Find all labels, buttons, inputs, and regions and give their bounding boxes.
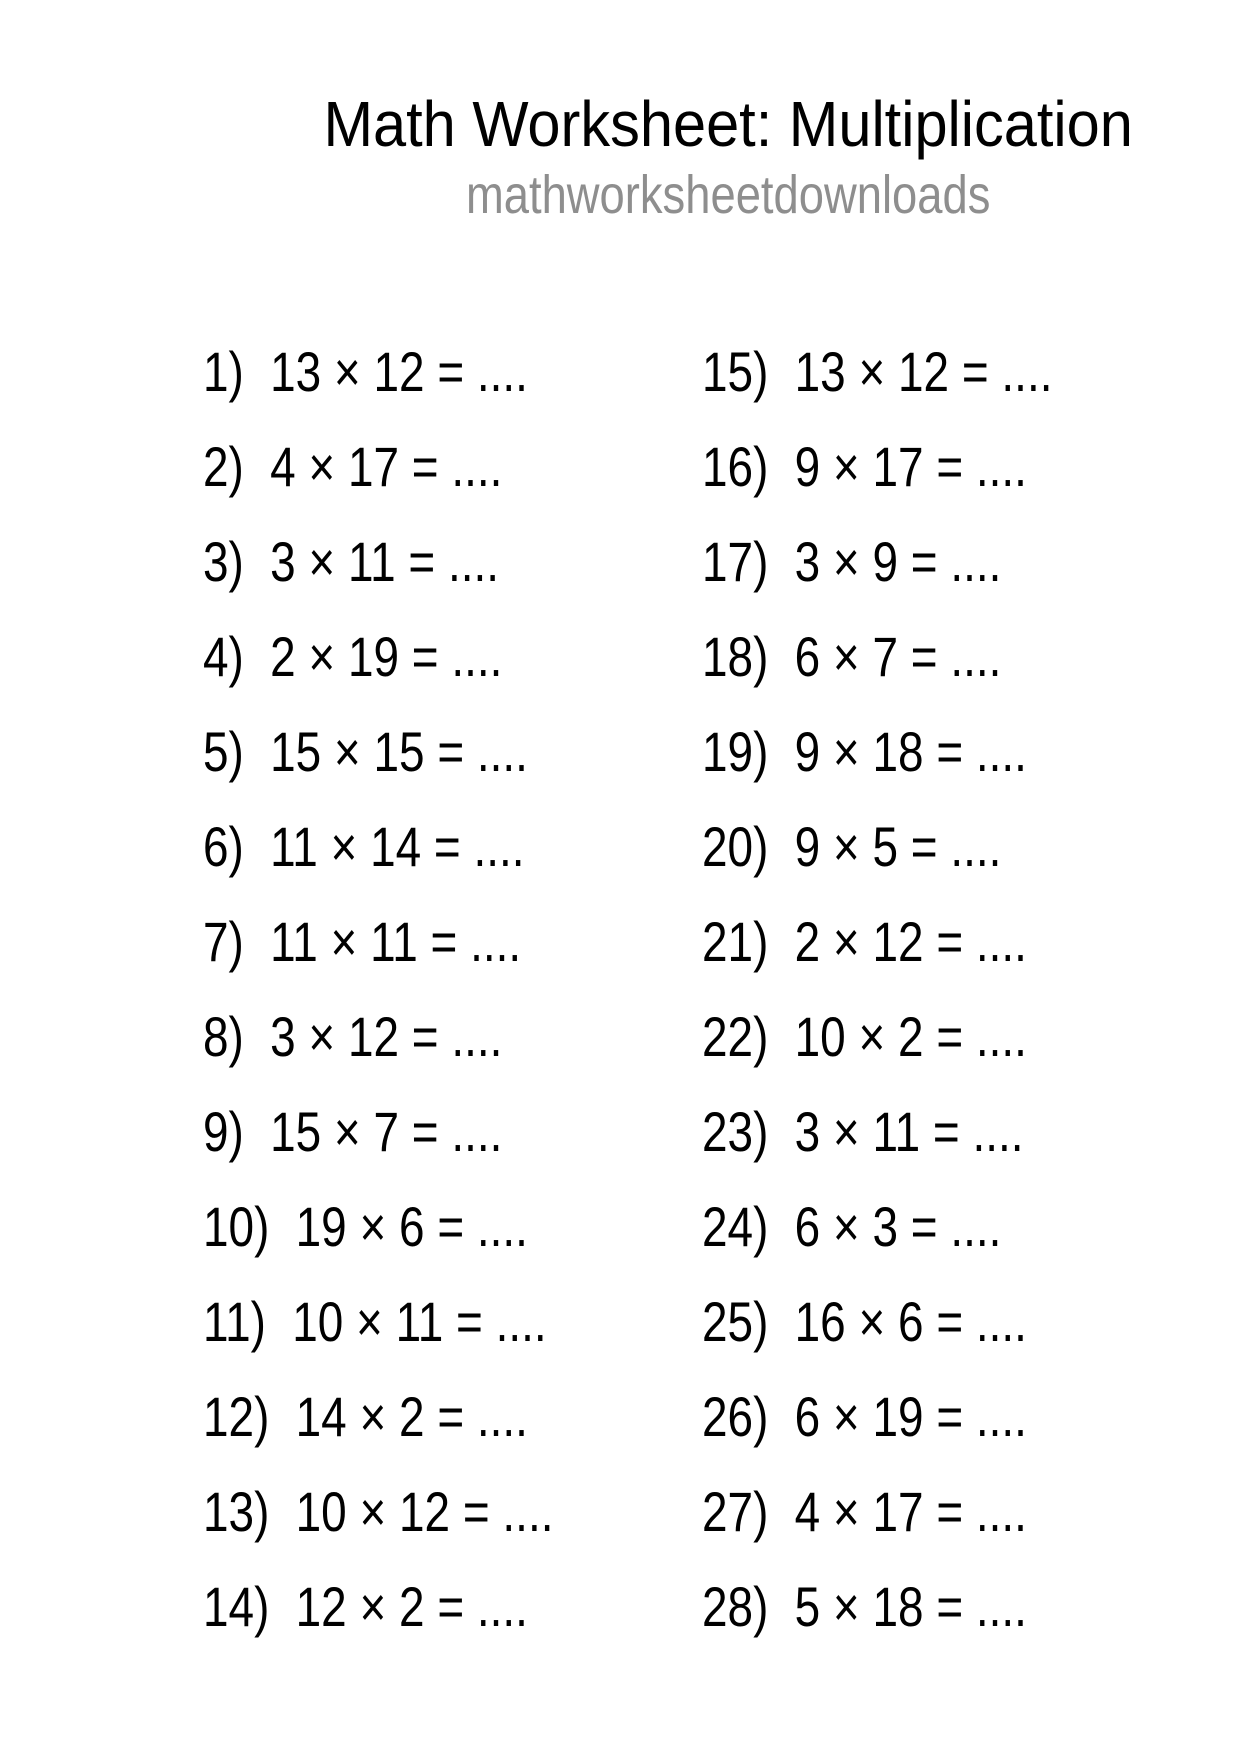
problem-expression: 19 × 6 = .... — [295, 1195, 528, 1258]
problem-number: 2) — [203, 435, 244, 498]
problem-row — [702, 340, 1053, 403]
problem-row — [702, 530, 1002, 593]
problem-row — [702, 625, 1002, 688]
problem-expression: 9 × 17 = .... — [794, 435, 1027, 498]
problem-expression: 4 × 17 = .... — [270, 435, 503, 498]
problem-expression: 13 × 12 = .... — [270, 340, 528, 403]
problem-number: 21) — [702, 910, 769, 973]
page-subtitle-text: mathworksheetdownloads — [465, 165, 991, 225]
problem-row — [203, 530, 499, 593]
problem-row — [203, 815, 525, 878]
problem-expression: 6 × 3 = .... — [794, 1195, 1002, 1258]
problem-number: 18) — [702, 625, 769, 688]
problem-number: 6) — [203, 815, 244, 878]
page-title — [216, 88, 1240, 160]
problem-expression: 6 × 7 = .... — [794, 625, 1002, 688]
problem-number: 10) — [203, 1195, 270, 1258]
problem-number: 27) — [702, 1480, 769, 1543]
problem-number: 25) — [702, 1290, 769, 1353]
problem-expression: 3 × 11 = .... — [270, 530, 499, 593]
problem-row — [203, 910, 522, 973]
problem-number: 12) — [203, 1385, 270, 1448]
problem-row — [702, 1480, 1027, 1543]
problem-row — [203, 1100, 503, 1163]
problem-row — [203, 625, 503, 688]
problem-number: 5) — [203, 720, 244, 783]
problem-row — [203, 1575, 528, 1638]
problem-number: 8) — [203, 1005, 244, 1068]
problem-expression: 11 × 11 = .... — [270, 910, 522, 973]
problem-number: 24) — [702, 1195, 769, 1258]
problem-expression: 6 × 19 = .... — [794, 1385, 1027, 1448]
problem-number: 16) — [702, 435, 769, 498]
problem-row — [203, 1290, 547, 1353]
problem-expression: 10 × 2 = .... — [794, 1005, 1027, 1068]
problem-number: 7) — [203, 910, 244, 973]
problem-expression: 12 × 2 = .... — [295, 1575, 528, 1638]
problem-number: 23) — [702, 1100, 769, 1163]
problem-expression: 10 × 12 = .... — [295, 1480, 554, 1543]
problem-row — [702, 1385, 1027, 1448]
problem-row — [702, 720, 1027, 783]
problem-row — [203, 435, 503, 498]
problem-number: 4) — [203, 625, 244, 688]
problem-expression: 13 × 12 = .... — [794, 340, 1053, 403]
problem-expression: 9 × 18 = .... — [794, 720, 1027, 783]
problem-expression: 15 × 7 = .... — [270, 1100, 503, 1163]
problem-row — [702, 1100, 1024, 1163]
problem-number: 26) — [702, 1385, 769, 1448]
problem-row — [702, 1005, 1027, 1068]
problem-expression: 3 × 11 = .... — [794, 1100, 1024, 1163]
problem-number: 15) — [702, 340, 769, 403]
problem-row — [702, 1290, 1027, 1353]
problem-row — [702, 435, 1027, 498]
problem-expression: 3 × 12 = .... — [270, 1005, 503, 1068]
problem-expression: 5 × 18 = .... — [794, 1575, 1027, 1638]
problem-number: 19) — [702, 720, 769, 783]
problem-number: 20) — [702, 815, 769, 878]
problem-number: 11) — [203, 1290, 266, 1353]
problem-number: 9) — [203, 1100, 244, 1163]
problem-row — [702, 815, 1002, 878]
problem-expression: 15 × 15 = .... — [270, 720, 528, 783]
problem-number: 3) — [203, 530, 244, 593]
problem-expression: 16 × 6 = .... — [794, 1290, 1027, 1353]
problem-expression: 2 × 12 = .... — [794, 910, 1027, 973]
problem-expression: 3 × 9 = .... — [794, 530, 1002, 593]
problem-number: 17) — [702, 530, 769, 593]
problem-number: 13) — [203, 1480, 270, 1543]
problem-row — [702, 1575, 1027, 1638]
page-subtitle — [216, 165, 1240, 225]
problem-expression: 9 × 5 = .... — [794, 815, 1002, 878]
problem-expression: 4 × 17 = .... — [794, 1480, 1027, 1543]
problem-number: 28) — [702, 1575, 769, 1638]
problem-row — [203, 1480, 554, 1543]
problem-row — [702, 910, 1027, 973]
problem-number: 14) — [203, 1575, 270, 1638]
problem-expression: 11 × 14 = .... — [270, 815, 525, 878]
page-title-text: Math Worksheet: Multiplication — [323, 88, 1133, 160]
problem-row — [203, 1195, 528, 1258]
problem-expression: 10 × 11 = .... — [292, 1290, 547, 1353]
problem-row — [203, 720, 528, 783]
problem-row — [203, 340, 528, 403]
problem-row — [203, 1005, 503, 1068]
problem-number: 1) — [203, 340, 244, 403]
problem-expression: 14 × 2 = .... — [295, 1385, 528, 1448]
problem-row — [702, 1195, 1002, 1258]
problem-row — [203, 1385, 528, 1448]
problem-number: 22) — [702, 1005, 769, 1068]
problem-expression: 2 × 19 = .... — [270, 625, 503, 688]
